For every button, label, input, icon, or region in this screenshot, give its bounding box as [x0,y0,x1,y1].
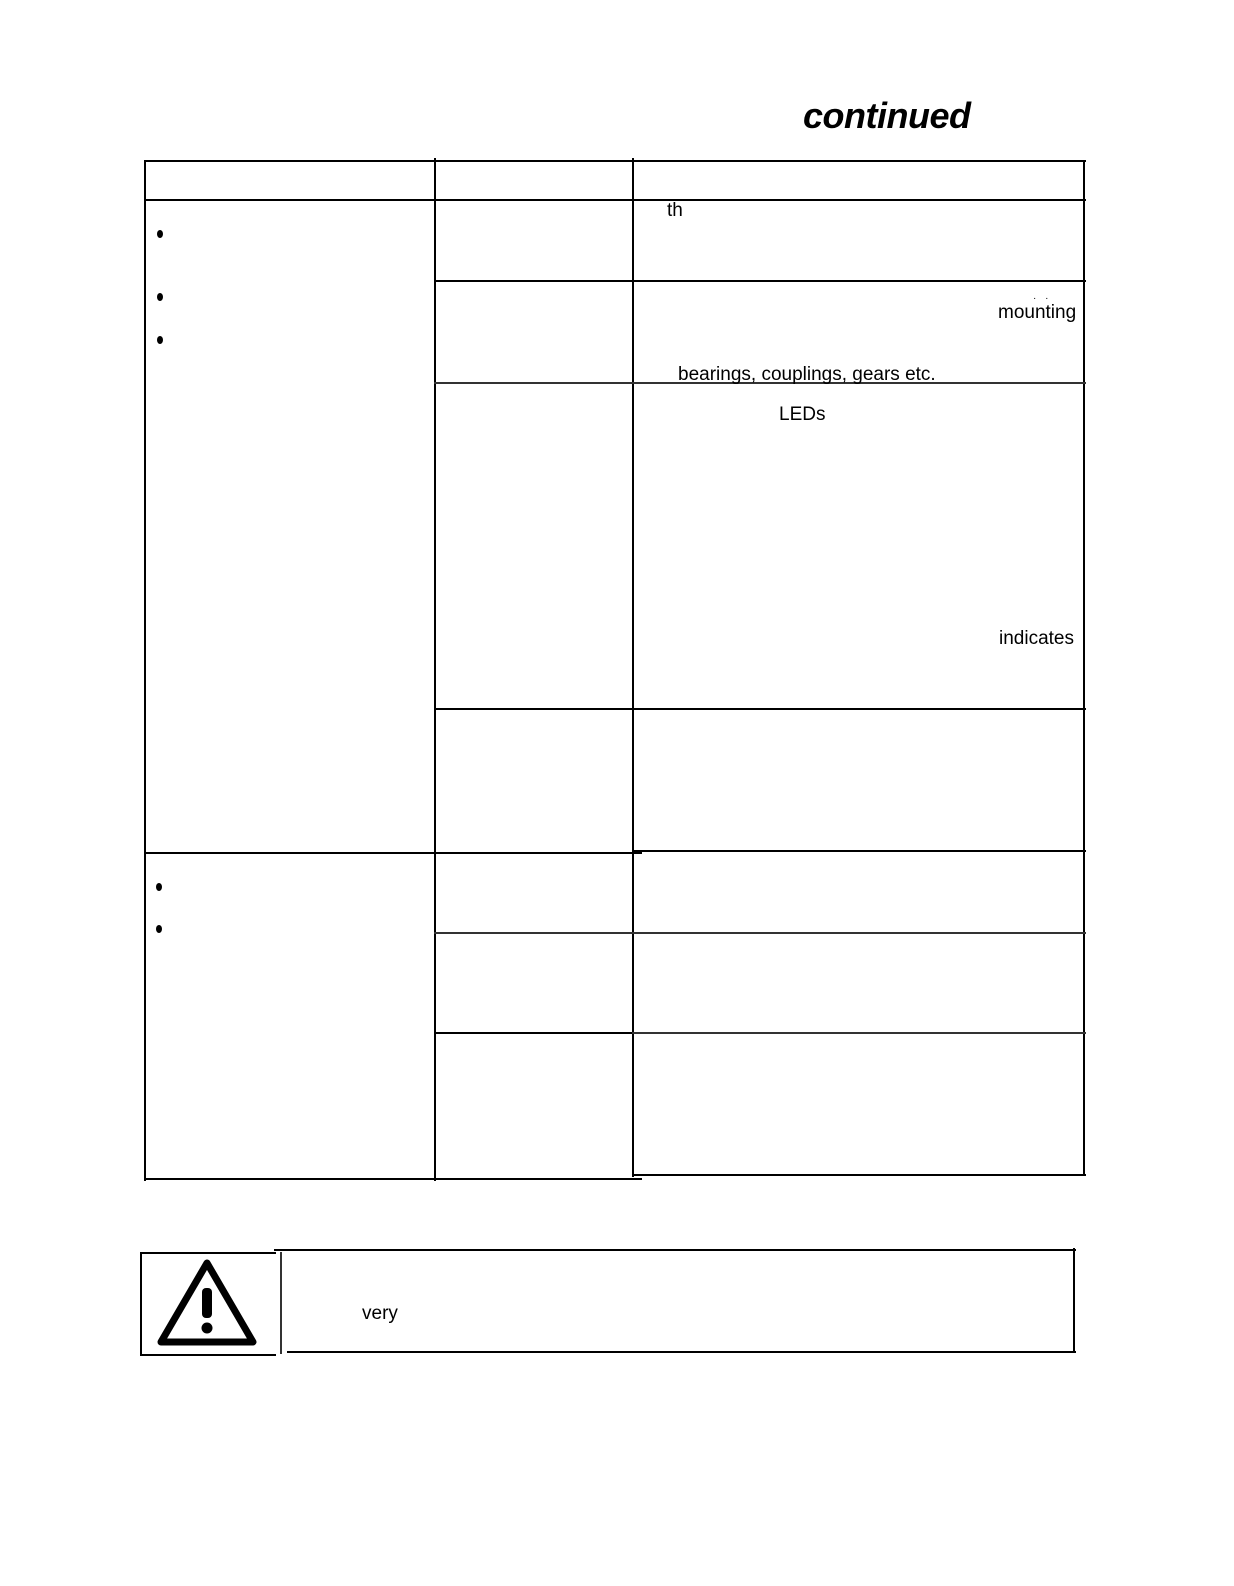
warning-icon-box-bottom [140,1354,276,1356]
column-divider-1 [434,158,436,1181]
list-bullet [157,293,163,301]
table-left-border [144,160,146,1181]
warning-text-box-bottom [287,1351,1076,1353]
table-bottom-border-right [632,1174,1086,1176]
warning-text-fragment: very [362,1303,398,1324]
warning-triangle-icon [157,1258,257,1346]
list-bullet [156,883,162,891]
row-divider-6-left [434,1032,642,1034]
table-top-border [144,160,1086,162]
warning-box-right [1073,1248,1075,1352]
header-bottom-border [144,199,1086,201]
warning-box-divider [280,1252,282,1354]
row-divider-1 [434,280,1086,282]
list-bullet [156,925,162,933]
cell-fragment-bearings: bearings, couplings, gears etc. [678,364,936,385]
table-right-border [1083,160,1085,1176]
page-heading: continued [803,95,971,136]
warning-box-left [140,1252,142,1356]
table-bottom-border-left [144,1178,642,1180]
stray-dots: · · [1033,293,1052,304]
list-bullet [157,230,163,238]
warning-icon-box-top [140,1252,276,1254]
group-divider-left [144,852,642,854]
cell-fragment-indicates: indicates [999,628,1074,649]
warning-text-box-top [274,1249,1076,1251]
list-bullet [157,336,163,344]
cell-fragment-th: th [667,200,683,221]
row-divider-3 [434,708,1086,710]
cell-fragment-leds: LEDs [779,404,826,425]
group-divider-right [632,850,1086,852]
column-divider-2 [632,158,634,1177]
row-divider-6-right [632,1032,1086,1034]
row-divider-5 [434,932,1086,934]
cell-fragment-mounting: mounting [998,302,1077,323]
